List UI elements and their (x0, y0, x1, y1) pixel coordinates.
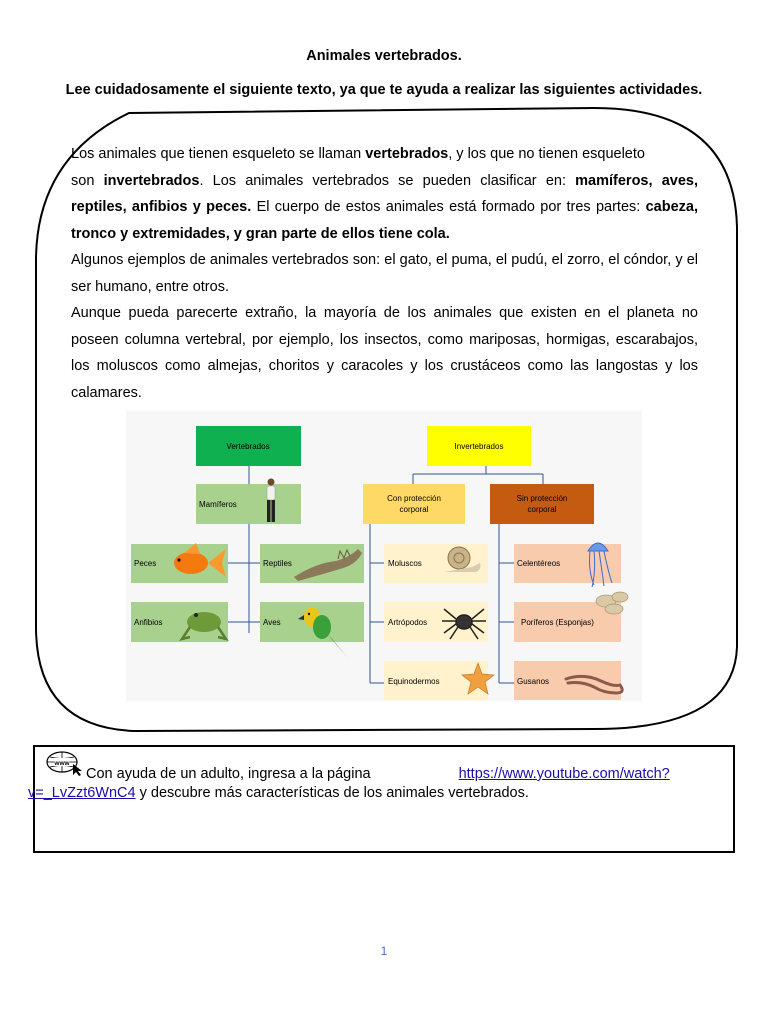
celentereos-label: Celentéreos (517, 559, 561, 568)
vertebrados-label: Vertebrados (226, 442, 270, 451)
paragraph-1-line-1: Los animales que tienen esqueleto se llaman vertebrados, y los que no tienen esqueleto (71, 146, 645, 162)
moluscos-label: Moluscos (388, 559, 422, 568)
sin-proteccion-label-2: corporal (527, 505, 557, 514)
mamiferos-label: Mamíferos (199, 500, 237, 509)
classification-diagram (126, 411, 642, 701)
document-title: Animales vertebrados. (306, 48, 462, 64)
paragraph-2: Algunos ejemplos de animales vertebrados son: el gato, el puma, el pudú, el zorro, el cóndor, y el ser humano, entre otros. (71, 252, 698, 295)
peces-label: Peces (134, 559, 157, 568)
link-instruction: Con ayuda de un adulto, ingresa a la página https://www.youtube.com/watch? v=_LvZzt6WnC4 y descubre más características de los animales vertebrados. (28, 766, 670, 801)
anfibios-label: Anfibios (134, 618, 163, 627)
con-proteccion-label-1: Con protección (387, 494, 441, 503)
con-proteccion-box (363, 484, 465, 524)
body-text (71, 141, 698, 406)
aves-label: Aves (263, 618, 281, 627)
page-number: 1 (380, 944, 388, 958)
document-subtitle: Lee cuidadosamente el siguiente texto, ya que te ayuda a realizar las siguientes actividades. (65, 82, 703, 98)
poriferos-label: Poríferos (Esponjas) (521, 618, 594, 627)
invertebrados-label: Invertebrados (454, 442, 504, 451)
artropodos-label: Artrópodos (388, 618, 428, 627)
reptiles-label: Reptiles (263, 559, 292, 568)
paragraph-3: Aunque pueda parecerte extraño, la mayoría de los animales que existen en el planeta no poseen columna vertebral, por ejemplo, los insectos, como mariposas, hormigas, escarabajos, los moluscos como almejas, choritos y caracoles y los crustáceos como las langostas y los calamares. (71, 305, 698, 401)
youtube-link-part1[interactable]: https://www.youtube.com/watch? (458, 766, 670, 782)
sin-proteccion-box (490, 484, 594, 524)
con-proteccion-label-2: corporal (399, 505, 429, 514)
youtube-link-part2[interactable]: v=_LvZzt6WnC4 (28, 785, 136, 801)
svg-text:www: www (54, 760, 70, 767)
equinodermos-label: Equinodermos (388, 677, 440, 686)
paragraph-1-rest: son invertebrados. Los animales vertebrados se pueden clasificar en: mamíferos, aves, reptiles, anfibios y peces. El cuerpo de estos animales está formado por tres partes: cabeza, tronco y extremidades, y gran parte de ellos tiene cola. (71, 172, 698, 242)
sin-proteccion-label-1: Sin protección (516, 494, 568, 503)
gusanos-label: Gusanos (517, 677, 550, 686)
